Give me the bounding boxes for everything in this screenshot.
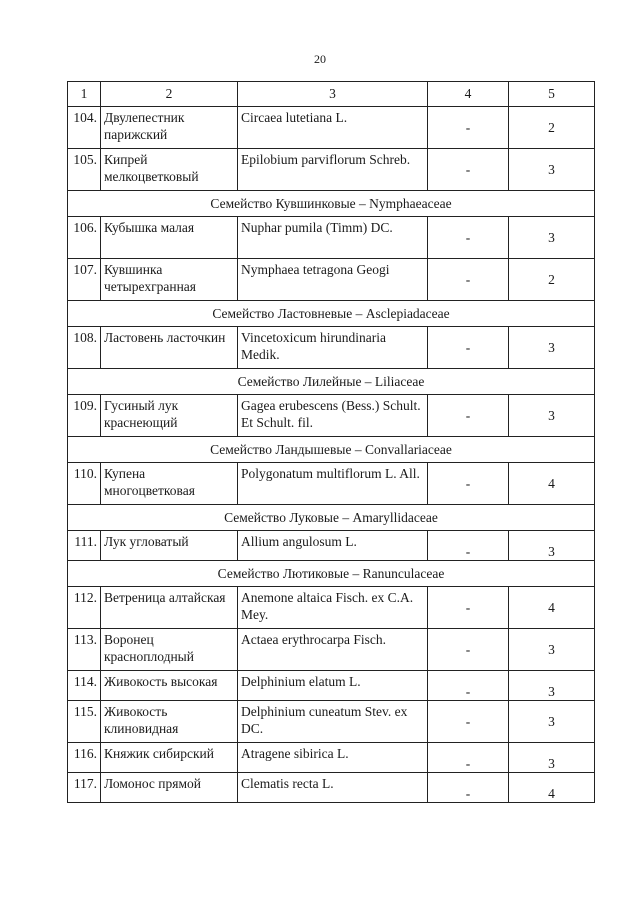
species-name: Живокость высокая (101, 671, 238, 701)
column-4-value: - (465, 120, 471, 135)
family-row (68, 191, 595, 217)
species-name: Кипрей мелкоцветковый (101, 149, 238, 191)
column-5-value: 3 (548, 408, 555, 423)
table-cell (428, 327, 509, 369)
species-name: Лук угловатый (101, 531, 238, 561)
column-5-value: 4 (548, 786, 555, 801)
column-4-value: - (465, 786, 471, 801)
family-label: Семейство Лютиковые – Ranunculaceae (68, 561, 595, 587)
family-row (68, 561, 595, 587)
species-name: Гусиный лук краснеющий (101, 395, 238, 437)
column-4-value: - (465, 756, 471, 771)
table-row (68, 395, 595, 437)
column-5-value: 3 (548, 544, 555, 559)
table-cell (428, 743, 509, 773)
latin-name: Delphinium cuneatum Stev. ex DC. (238, 701, 428, 743)
table-cell (428, 701, 509, 743)
species-name: Ветреница алтайская (101, 587, 238, 629)
latin-name: Gagea erubescens (Bess.) Schult. Et Schult. fil. (238, 395, 428, 437)
family-row (68, 301, 595, 327)
latin-name: Vincetoxicum hirundinaria Medik. (238, 327, 428, 369)
table-row (68, 463, 595, 505)
column-4-value: - (465, 642, 471, 657)
table-cell (509, 327, 595, 369)
latin-name: Anemone altaica Fisch. ex C.A. Mey. (238, 587, 428, 629)
table-cell (509, 629, 595, 671)
column-5-value: 3 (548, 684, 555, 699)
species-name: Двулепестник парижский (101, 107, 238, 149)
family-row (68, 369, 595, 395)
table-cell (509, 259, 595, 301)
row-number: 115. (68, 701, 101, 743)
table-cell (428, 395, 509, 437)
row-number: 111. (68, 531, 101, 561)
column-4-value: - (465, 408, 471, 423)
table-cell (428, 149, 509, 191)
column-5-value: 3 (548, 756, 555, 771)
column-5-value: 4 (548, 476, 555, 491)
row-number: 108. (68, 327, 101, 369)
column-header: 1 (68, 82, 101, 107)
table-header-row (68, 82, 595, 107)
table-cell (509, 743, 595, 773)
table-row (68, 531, 595, 561)
row-number: 109. (68, 395, 101, 437)
table-cell (509, 671, 595, 701)
column-5-value: 3 (548, 230, 555, 245)
column-5-value: 2 (548, 272, 555, 287)
column-4-value: - (465, 162, 471, 177)
row-number: 106. (68, 217, 101, 259)
row-number: 107. (68, 259, 101, 301)
table-row (68, 587, 595, 629)
latin-name: Atragene sibirica L. (238, 743, 428, 773)
latin-name: Delphinium elatum L. (238, 671, 428, 701)
row-number: 112. (68, 587, 101, 629)
species-name: Ломонос прямой (101, 773, 238, 803)
species-name: Воронец красноплодный (101, 629, 238, 671)
column-4-value: - (465, 684, 471, 699)
latin-name: Polygonatum multiflorum L. All. (238, 463, 428, 505)
family-row (68, 437, 595, 463)
column-5-value: 4 (548, 600, 555, 615)
table-cell (428, 531, 509, 561)
column-5-value: 3 (548, 162, 555, 177)
table-cell (509, 773, 595, 803)
table-row (68, 217, 595, 259)
column-5-value: 3 (548, 340, 555, 355)
row-number: 105. (68, 149, 101, 191)
species-table (67, 81, 595, 803)
latin-name: Allium angulosum L. (238, 531, 428, 561)
row-number: 113. (68, 629, 101, 671)
table-row (68, 149, 595, 191)
latin-name: Epilobium parviflorum Schreb. (238, 149, 428, 191)
table-cell (509, 107, 595, 149)
species-name: Ластовень ласточкин (101, 327, 238, 369)
table-row (68, 629, 595, 671)
column-4-value: - (465, 544, 471, 559)
column-header: 3 (238, 82, 428, 107)
table-cell (428, 217, 509, 259)
row-number: 114. (68, 671, 101, 701)
table-cell (509, 701, 595, 743)
table-cell (509, 217, 595, 259)
table-cell (428, 463, 509, 505)
row-number: 117. (68, 773, 101, 803)
latin-name: Clematis recta L. (238, 773, 428, 803)
column-header: 4 (428, 82, 509, 107)
column-header: 5 (509, 82, 595, 107)
column-5-value: 2 (548, 120, 555, 135)
table-cell (428, 587, 509, 629)
column-4-value: - (465, 340, 471, 355)
column-4-value: - (465, 476, 471, 491)
family-label: Семейство Кувшинковые – Nymphaeaceae (68, 191, 595, 217)
table-cell (509, 395, 595, 437)
latin-name: Nuphar pumila (Timm) DC. (238, 217, 428, 259)
column-header: 2 (101, 82, 238, 107)
table-row (68, 701, 595, 743)
table-cell (428, 629, 509, 671)
table-row (68, 773, 595, 803)
table-row (68, 327, 595, 369)
table-cell (428, 259, 509, 301)
table-cell (509, 587, 595, 629)
column-4-value: - (465, 714, 471, 729)
species-name: Купена многоцветковая (101, 463, 238, 505)
table-cell (428, 773, 509, 803)
table-row (68, 743, 595, 773)
species-name: Кувшинка четырехгранная (101, 259, 238, 301)
family-label: Семейство Лилейные – Liliaceae (68, 369, 595, 395)
table-cell (509, 149, 595, 191)
family-label: Семейство Луковые – Amaryllidaceae (68, 505, 595, 531)
latin-name: Actaea erythrocarpa Fisch. (238, 629, 428, 671)
table-row (68, 259, 595, 301)
column-5-value: 3 (548, 714, 555, 729)
table-row (68, 107, 595, 149)
column-5-value: 3 (548, 642, 555, 657)
table-row (68, 671, 595, 701)
column-4-value: - (465, 600, 471, 615)
table-cell (509, 463, 595, 505)
table-cell (428, 107, 509, 149)
column-4-value: - (465, 272, 471, 287)
family-row (68, 505, 595, 531)
page-number: 20 (314, 52, 326, 66)
column-4-value: - (465, 230, 471, 245)
row-number: 116. (68, 743, 101, 773)
species-name: Кубышка малая (101, 217, 238, 259)
family-label: Семейство Ландышевые – Convallariaceae (68, 437, 595, 463)
species-name: Княжик сибирский (101, 743, 238, 773)
row-number: 104. (68, 107, 101, 149)
family-label: Семейство Ластовневые – Asclepiadaceae (68, 301, 595, 327)
table-cell (428, 671, 509, 701)
latin-name: Circaea lutetiana L. (238, 107, 428, 149)
latin-name: Nymphaea tetragona Geogi (238, 259, 428, 301)
table-cell (509, 531, 595, 561)
row-number: 110. (68, 463, 101, 505)
species-name: Живокость клиновидная (101, 701, 238, 743)
